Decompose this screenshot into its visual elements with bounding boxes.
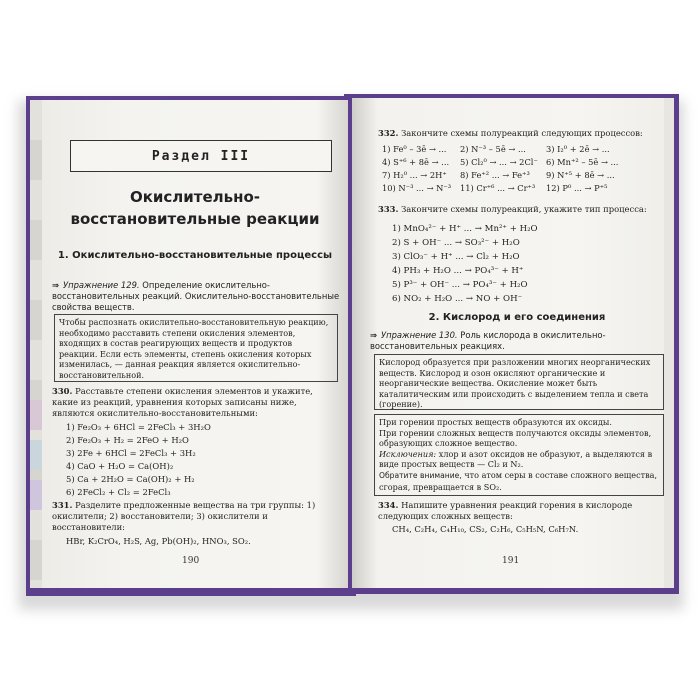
- combustion-note: [379, 470, 659, 492]
- half-reaction: 10) N⁻³ ... → N⁻³: [382, 183, 452, 193]
- reaction-item: 4) CaO + H₂O = Ca(OH)₂: [66, 461, 174, 471]
- color-tab-blue: [30, 440, 42, 470]
- half-reactions-332: [382, 144, 652, 194]
- right-page: [352, 98, 674, 588]
- color-tab-pink: [30, 400, 42, 430]
- page-number-right: 191: [502, 556, 520, 566]
- exercise-arrow-icon: ⇒: [52, 280, 60, 290]
- task-332-number: 332.: [378, 128, 399, 138]
- reaction-item: 2) Fe₂O₃ + H₂ = 2FeO + H₂O: [66, 435, 189, 445]
- half-reaction: 9) N⁺⁵ + 8ē → ...: [546, 170, 615, 180]
- exercise-130: [370, 330, 664, 352]
- task-334-text: Напишите уравнения реакций горения в кислороде следующих сложных веществ:: [378, 500, 633, 521]
- task-331: [52, 500, 340, 533]
- scheme-item: 1) MnO₄²⁻ + H⁺ ... → Mn²⁺ + H₂O: [392, 224, 538, 234]
- substances-331: HBr, K₂CrO₄, H₂S, Ag, Pb(OH)₂, HNO₃, SO₂.: [66, 536, 251, 546]
- half-reaction: 11) Cr⁺⁶ ... → Cr⁺³: [460, 183, 536, 193]
- task-333-number: 333.: [378, 204, 399, 214]
- combustion-rule-1: При горении простых веществ образуются их оксиды.: [379, 417, 612, 427]
- subsection-title: 1. Окислительно-восстановительные процессы: [57, 250, 333, 261]
- half-reaction: 1) Fe⁰ – 3ē → ...: [382, 144, 447, 154]
- combustion-exceptions: [379, 449, 659, 470]
- half-reaction: 12) P⁰ ... → P⁺⁵: [546, 183, 608, 193]
- info-box-oxygen: Кислород образуется при разложении многих неорганических веществ. Кислород и озон окисляют органические и неорганические вещества. Окисление может быть каталитическим или происходить с выделением тепла и света (горение).: [374, 354, 664, 410]
- page-edge-decoration: [664, 98, 674, 588]
- half-reaction: 2) N⁻³ – 5ē → ...: [460, 144, 526, 154]
- task-331-text: Разделите предложенные вещества на три группы: 1) окислители; 2) восстановители; 3) окислители и восстановители:: [52, 500, 316, 532]
- half-reaction: 8) Fe⁺² ... → Fe⁺³: [460, 170, 530, 180]
- exercise-130-label: Упражнение 130.: [381, 330, 458, 340]
- exceptions-label: Исключения:: [379, 448, 437, 459]
- section-header: Раздел III: [70, 140, 332, 172]
- task-332-text: Закончите схемы полуреакций следующих процессов:: [401, 128, 643, 138]
- task-334-number: 334.: [378, 500, 399, 510]
- exercise-129-text: Определение окислительно-восстановительных реакций. Окислительно-восстановительные свойства веществ.: [52, 280, 340, 312]
- rule-box: Чтобы распознать окислительно-восстановительную реакцию, необходимо расставить степени окисления элементов, входящих в состав реагирующих веществ и продуктов реакции. Если есть элементы, степень окисления которых изменилась, — данная реакция является окислительно-восстановительной.: [54, 314, 338, 382]
- chapter-title-line1: Окислительно-: [129, 188, 261, 206]
- substances-334: CH₄, C₂H₄, C₄H₁₀, CS₂, C₂H₆, C₅H₅N, C₆H₇N.: [392, 524, 579, 534]
- exercise-129-label: Упражнение 129.: [63, 280, 140, 290]
- task-330-text: Расставьте степени окисления элементов и укажите, какие из реакций, уравнения которых записаны ниже, являются окислительно-восстановительными:: [52, 386, 313, 418]
- color-tab-violet: [30, 480, 42, 510]
- scheme-item: 5) P³⁻ + OH⁻ ... → PO₄³⁻ + H₂O: [392, 280, 528, 290]
- note-text: что атом серы в составе сложного вещества, сгорая, превращается в SO₂.: [379, 469, 658, 492]
- scheme-item: 6) NO₂ + H₂O ... → NO + OH⁻: [392, 294, 523, 304]
- chapter-title: [60, 186, 330, 230]
- task-331-number: 331.: [52, 500, 73, 510]
- combustion-rule-2: При горении сложных веществ получаются оксиды элементов, образующих сложное вещество.: [379, 427, 652, 449]
- exercise-129: [52, 280, 340, 313]
- half-reaction: 7) H₂⁰ ... → 2H⁺: [382, 170, 447, 180]
- reaction-item: 5) Ca + 2H₂O = Ca(OH)₂ + H₂: [66, 474, 195, 484]
- chapter-title-line2: восстановительные реакции: [70, 210, 320, 228]
- scheme-item: 2) S + OH⁻ ... → SO₃²⁻ + H₂O: [392, 238, 520, 248]
- left-page: [30, 100, 348, 588]
- page-number-left: 190: [182, 556, 200, 566]
- exercise-130-text: Роль кислорода в окислительно-восстановительных реакциях.: [370, 330, 606, 351]
- reaction-list-330: [66, 422, 326, 500]
- subsection-title-oxygen: 2. Кислород и его соединения: [428, 312, 606, 323]
- task-330: [52, 386, 340, 419]
- reaction-item: 1) Fe₂O₃ + 6HCl = 2FeCl₃ + 3H₂O: [66, 422, 211, 432]
- exceptions-text: хлор и азот оксидов не образуют, а выделяются в виде простых веществ — Cl₂ и N₂.: [379, 448, 653, 470]
- scheme-item: 3) ClO₃⁻ + H⁺ ... → Cl₂ + H₂O: [392, 252, 520, 262]
- half-reaction: 5) Cl₂⁰ → ... → 2Cl⁻: [460, 157, 538, 167]
- page-edge-decoration: [30, 100, 42, 588]
- task-332: [378, 128, 662, 139]
- info-box-combustion: [374, 414, 664, 496]
- exercise-arrow-icon: ⇒: [370, 330, 378, 340]
- reaction-item: 6) 2FeCl₂ + Cl₂ = 2FeCl₃: [66, 487, 171, 497]
- half-reaction: 6) Mn⁺² – 5ē → ...: [546, 157, 619, 167]
- half-reaction: 3) I₂⁰ + 2ē → ...: [546, 144, 610, 154]
- scheme-item: 4) PH₃ + H₂O ... → PO₄³⁻ + H⁺: [392, 266, 524, 276]
- task-330-number: 330.: [52, 386, 73, 396]
- task-333-text: Закончите схемы полуреакций, укажите тип процесса:: [401, 204, 647, 214]
- half-reaction: 4) S⁺⁶ + 8ē → ...: [382, 157, 450, 167]
- note-label: Обратите внимание,: [379, 470, 462, 480]
- schemes-333: [392, 222, 538, 306]
- reaction-item: 3) 2Fe + 6HCl = 2FeCl₃ + 3H₂: [66, 448, 196, 458]
- task-334: [378, 500, 664, 522]
- task-333: [378, 204, 662, 215]
